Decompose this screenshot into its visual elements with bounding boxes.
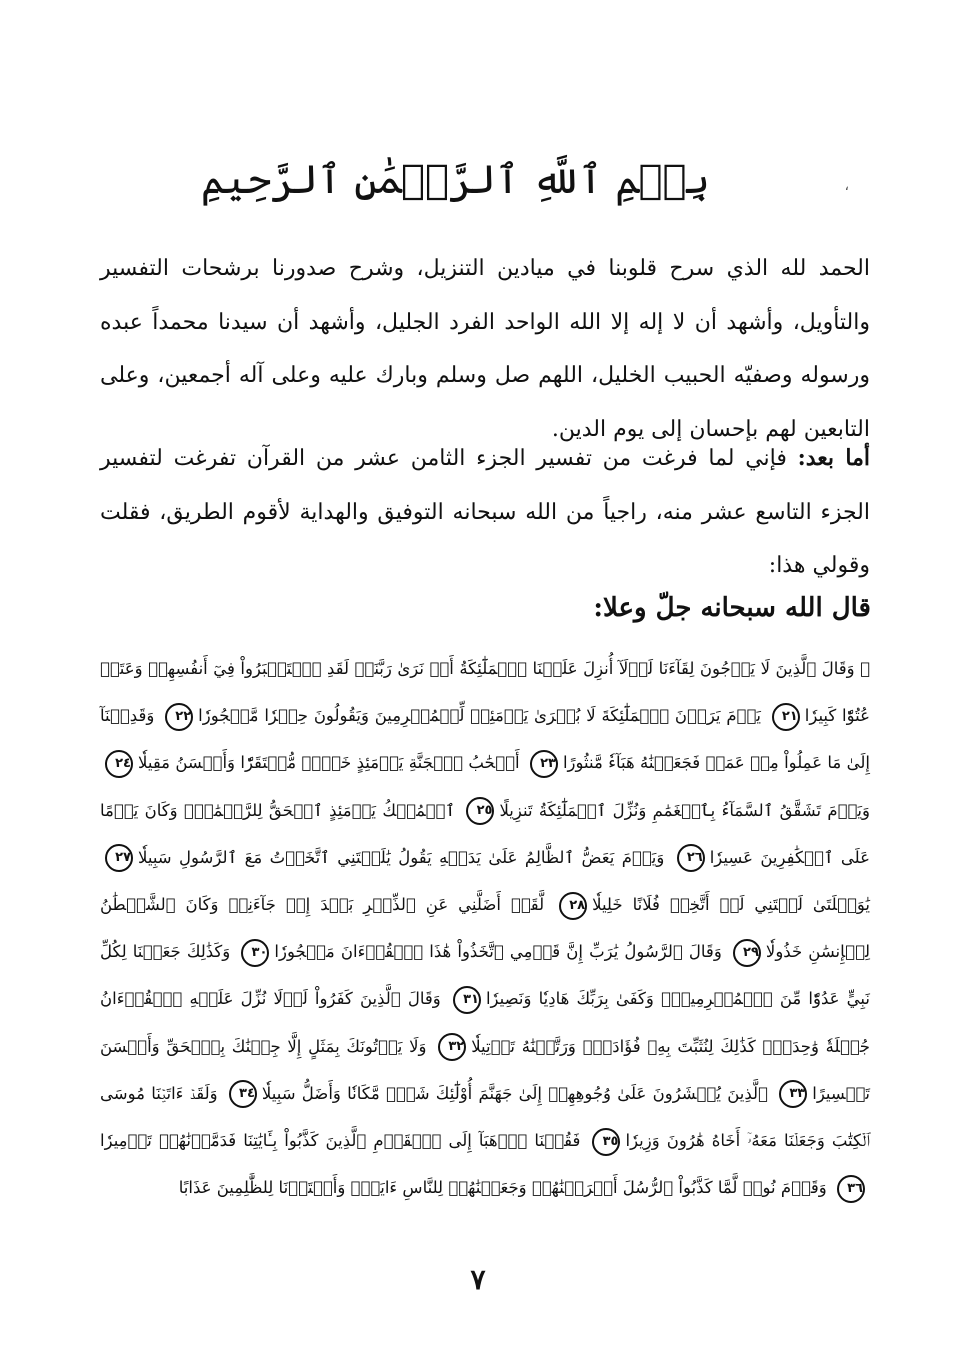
page-number: ٧: [470, 1263, 486, 1296]
ayah-text: ٱلۡمُلۡكُ يَوۡمَئِذٍ ٱلۡحَقُّ لِلرَّحۡمَٰنِۚ وَكَانَ يَوۡمًا عَلَى ٱلۡكَٰفِرِينَ عَسِيرٗا: [100, 800, 870, 867]
ayah-text: وَقَالَ ٱلرَّسُولُ يَٰرَبِّ إِنَّ قَوۡمِي ٱتَّخَذُواْ هَٰذَا ٱلۡقُرۡءَانَ مَهۡجُورٗا: [274, 942, 722, 962]
ayah-text: وَقَالَ ٱلَّذِينَ كَفَرُواْ لَوۡلَا نُزِّلَ عَلَيۡهِ ٱلۡقُرۡءَانُ جُمۡلَةٗ وَٰحِدَةٗۚ كَذَٰلِكَ لِنُثَبِّتَ بِهِۦ فُؤَادَكَۖ وَرَتَّلۡنَٰهُ تَرۡتِيلٗا: [100, 989, 870, 1056]
quran-open-bracket: ﴿: [860, 659, 870, 678]
ayah-number-marker: ٣٤: [229, 1080, 257, 1108]
ayah-number-marker: ٣٣: [779, 1080, 807, 1108]
ayah-text: فَقُلۡنَا ٱذۡهَبَآ إِلَى ٱلۡقَوۡمِ ٱلَّذِينَ كَذَّبُواْ بِـَٔايَٰتِنَا فَدَمَّرۡنَٰهُمۡ تَدۡمِيرٗا: [100, 1131, 581, 1151]
ayah-number-marker: ٢٩: [733, 939, 761, 967]
second-paragraph: [100, 432, 870, 593]
ayah-number-marker: ٣٥: [592, 1128, 620, 1156]
ayah-text: يَٰوَيۡلَتَىٰ لَيۡتَنِي لَمۡ أَتَّخِذۡ فُلَانًا خَلِيلٗا: [592, 895, 870, 915]
quran-passage: [100, 645, 870, 1211]
ayah-text: وَلَا يَأۡتُونَكَ بِمَثَلٍ إِلَّا جِئۡنَٰكَ بِٱلۡحَقِّ وَأَحۡسَنَ تَفۡسِيرًا: [100, 1036, 871, 1103]
ayah: [554, 895, 870, 914]
ayah-text: وَكَذَٰلِكَ جَعَلۡنَا لِكُلِّ نَبِيٍّ عَدُوّٗا مِّنَ ٱلۡمُجۡرِمِينَۗ وَكَفَىٰ بِرَبِّكَ هَادِيٗا وَنَصِيرٗا: [100, 942, 870, 1009]
ayah-text: وَيَوۡمَ تَشَقَّقُ ٱلسَّمَآءُ بِٱلۡغَمَٰمِ وَنُزِّلَ ٱلۡمَلَٰٓئِكَةُ تَنزِيلًا: [499, 800, 870, 820]
ayah-number-marker: ٣٠: [241, 939, 269, 967]
ayah-text: لَّقَدۡ أَضَلَّنِي عَنِ ٱلذِّكۡرِ بَعۡدَ إِذۡ جَآءَنِيۗ وَكَانَ ٱلشَّيۡطَٰنُ لِلۡإِنسَٰنِ خَذُولٗا: [100, 895, 870, 962]
ayah-number-marker: ٢٧: [105, 844, 133, 872]
paragraph-lead: أما بعد:: [797, 445, 870, 471]
basmala: بِسۡمِ ٱللَّهِ ٱلرَّحۡمَٰنِ ٱلرَّحِيمِ: [200, 157, 710, 203]
ayah-text: يَوۡمَ يَرَوۡنَ ٱلۡمَلَٰٓئِكَةَ لَا بُشۡرَىٰ يَوۡمَئِذٖ لِّلۡمُجۡرِمِينَ وَيَقُولُونَ حِجۡرٗا مَّحۡجُورٗا: [198, 706, 761, 726]
ayah-number-marker: ٣١: [453, 986, 481, 1014]
ayah-number-marker: ٢٢: [165, 703, 193, 731]
ayah-number-marker: ٢١: [772, 703, 800, 731]
ayah-text: وَقَوۡمَ نُوحٖ لَّمَّا كَذَّبُواْ ٱلرُّسُلَ أَغۡرَقۡنَٰهُمۡ وَجَعَلۡنَٰهُمۡ لِلنَّاسِ ءَايَةٗۖ وَأَعۡتَدۡنَا لِلظَّٰلِمِينَ عَذَابًا: [178, 1178, 827, 1198]
section-heading: قال الله سبحانه جلّ وعلا:: [593, 593, 871, 623]
ayah-text: ٱلَّذِينَ يُحۡشَرُونَ عَلَىٰ وُجُوهِهِمۡ إِلَىٰ جَهَنَّمَ أُوْلَٰٓئِكَ شَرّٞ مَّكَانٗا وَأَضَلُّ سَبِيلٗا: [261, 1083, 768, 1103]
ayah: [224, 1084, 768, 1103]
ayah-number-marker: ٣٦: [837, 1175, 865, 1203]
paragraph-body: فإني لما فرغت من تفسير الجزء الثامن عشر من القرآن تفرغت لتفسير الجزء التاسع عشر منه، راجياً من الله سبحانه التوفيق والهداية لأقوم الطريق، فقلت وقولي هذا:: [100, 446, 870, 578]
intro-paragraph: الحمد لله الذي سرح قلوبنا في ميادين التنزيل، وشرح صدورنا برشحات التفسير والتأويل، وأشهد أن لا إله إلا الله الواحد الفرد الجليل، وأشهد أن سيدنا محمداً عبده ورسوله وصفيّه الحبيب الخليل، اللهم صل وسلم وبارك عليه وعلى آله أجمعين، وعلى التابعين لهم بإحسان إلى يوم الدين.: [100, 256, 870, 442]
ayah-text: وَقَالَ ٱلَّذِينَ لَا يَرۡجُونَ لِقَآءَنَا لَوۡلَآ أُنزِلَ عَلَيۡنَا ٱلۡمَلَٰٓئِكَةُ أَوۡ نَرَىٰ رَبَّنَاۗ لَقَدِ ٱسۡتَكۡبَرُواْ فِيٓ أَنفُسِهِمۡ وَعَتَوۡ عُتُوّٗا كَبِيرٗا: [100, 659, 870, 726]
ayah-text: أَصۡحَٰبُ ٱلۡجَنَّةِ يَوۡمَئِذٍ خَيۡرٞ مُّسۡتَقَرّٗا وَأَحۡسَنُ مَقِيلٗا: [138, 753, 520, 773]
ayah: [179, 1178, 827, 1197]
ayah-number-marker: ٣٢: [438, 1033, 466, 1061]
ayah-number-marker: ٢٥: [466, 797, 494, 825]
ayah-number-marker: ٢٣: [530, 750, 558, 778]
margin-mark: ،: [844, 178, 849, 194]
ayah: [100, 848, 664, 867]
ayah: [461, 801, 870, 820]
ayah-text: وَلَقَدۡ ءَاتَيۡنَا مُوسَى ٱلۡكِتَٰبَ وَجَعَلۡنَا مَعَهُۥٓ أَخَاهُ هَٰرُونَ وَزِيرٗا: [100, 1083, 870, 1151]
ayah-text: وَيَوۡمَ يَعَضُّ ٱلظَّالِمُ عَلَىٰ يَدَيۡهِ يَقُولُ يَٰلَيۡتَنِي ٱتَّخَذۡتُ مَعَ ٱلرَّسُولِ سَبِيلٗا: [138, 847, 665, 867]
ayah: [236, 942, 721, 961]
ayah: [160, 706, 761, 725]
ayah-number-marker: ٢٦: [677, 844, 705, 872]
ayah: [100, 753, 520, 772]
ayah-number-marker: ٢٤: [105, 750, 133, 778]
ayah-number-marker: ٢٨: [559, 892, 587, 920]
ayah-text: وَقَدِمۡنَآ إِلَىٰ مَا عَمِلُواْ مِنۡ عَمَلٖ فَجَعَلۡنَٰهُ هَبَآءٗ مَّنثُورًا: [100, 706, 870, 773]
